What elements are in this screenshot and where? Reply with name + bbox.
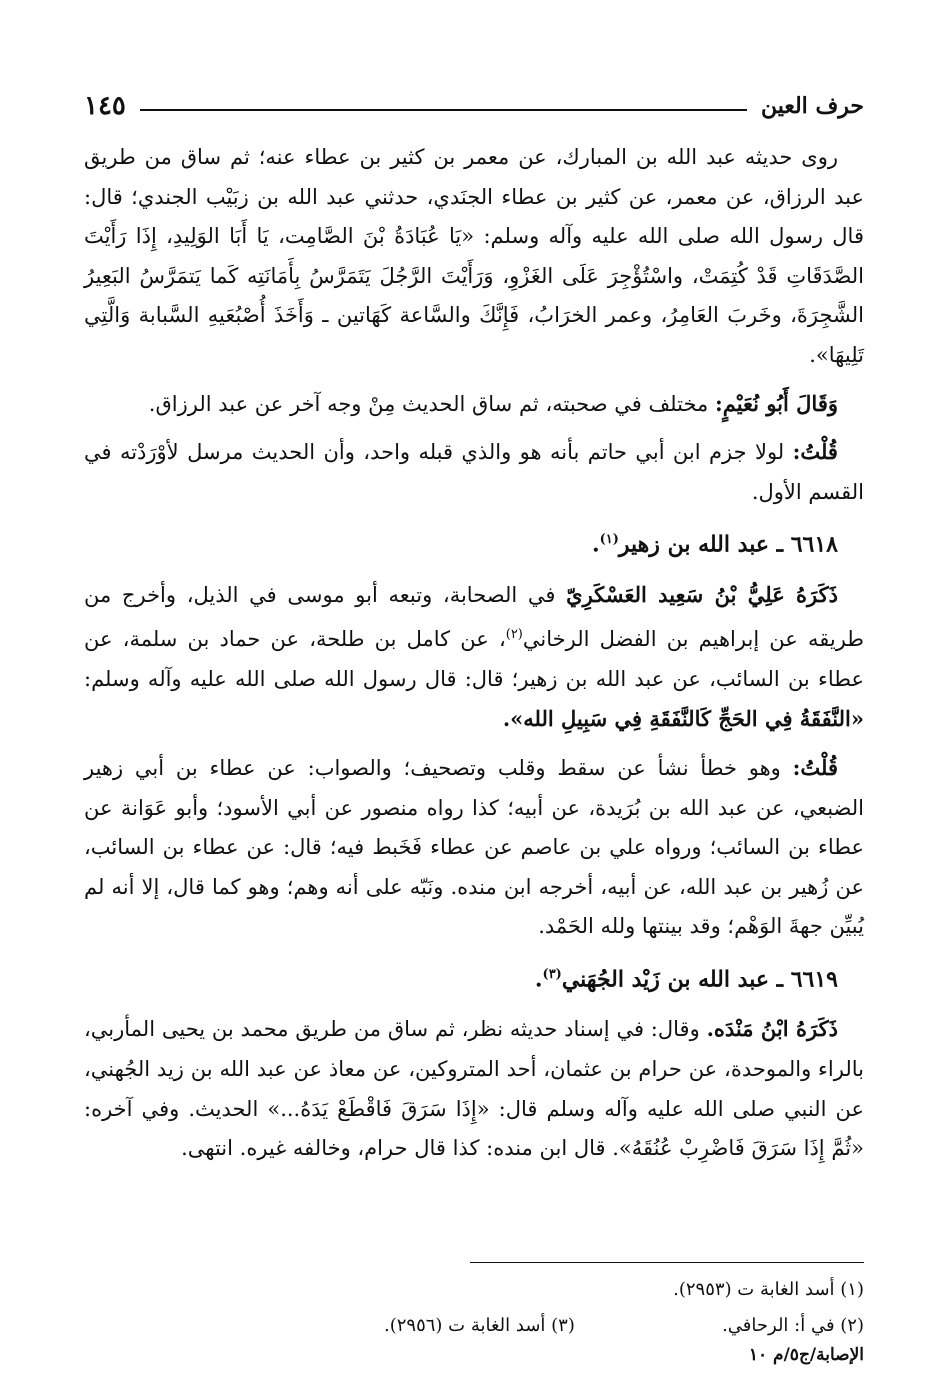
paragraph-2 (84, 384, 864, 425)
chapter-title: حرف العين (760, 93, 864, 119)
signature-mark: الإصابة/ج٥/م ١٠ (748, 1345, 864, 1365)
paragraph-6-lead: ذَكَرَهُ ابْنُ مَنْدَه. (706, 1016, 838, 1042)
footnote-row (84, 1308, 864, 1344)
entry-6619-title: ٦٦١٩ ـ عبد الله بن زَيْد الجُهَني (561, 966, 838, 993)
entry-6618-end: . (591, 531, 600, 558)
footnote-rule (470, 1262, 864, 1263)
paragraph-5-text: وهو خطأ نشأ عن سقط وقلب وتصحيف؛ والصواب: عن عطاء بن أبي زهير الضبعي، عن عبد الله بن بُرَيدة، عن أبيه؛ كذا رواه منصور عن أبي الأسود؛ وأبو عَوَانة عن عطاء بن السائب؛ ورواه علي بن عاصم عن عطاء فَخَبط فيه؛ قال: عن عطاء بن السائب، عن زُهير بن عبد الله، عن أبيه، أخرجه ابن منده. ونَبّه على أنه وهم؛ وهو كما قال، إلا أنه لم يُبيِّن جهةَ الوَهْم؛ وقد بينتها ولله الحَمْد. (84, 756, 864, 939)
paragraph-5 (84, 748, 864, 947)
paragraph-4-lead: ذَكَرَهُ عَلِيُّ بْنُ سَعِيد العَسْكَرِيّ (566, 581, 838, 607)
paragraph-4-note-ref: (٢) (505, 627, 523, 643)
paragraph-2-lead: وَقَالَ أَبُو نُعَيْمٍ: (714, 390, 838, 416)
entry-heading-6618 (84, 520, 838, 564)
paragraph-3-text: لولا جزم ابن أبي حاتم بأنه هو والذي قبله واحد، وأن الحديث مرسل لأوْرَدْته في القسم الأول. (84, 440, 864, 504)
footnote-2: (٢) في أ: الرحافي. (722, 1315, 864, 1336)
main-text (84, 138, 864, 1177)
paragraph-6 (84, 1009, 864, 1168)
paragraph-2-text: مختلف في صحبته، ثم ساق الحديث مِنْ وجه آخر عن عبد الرزاق. (148, 391, 709, 416)
running-header (84, 88, 864, 124)
footnotes (84, 1272, 864, 1344)
entry-heading-6619 (84, 955, 838, 999)
page-number: ١٤٥ (84, 91, 126, 121)
header-rule (140, 109, 747, 111)
footnote-1: (١) أسد الغابة ت (٢٩٥٣). (673, 1279, 864, 1300)
entry-6618-title: ٦٦١٨ ـ عبد الله بن زهير (618, 531, 838, 558)
entry-6618-note-ref: (١) (599, 532, 619, 548)
paragraph-6-text: وقال: في إسناد حديثه نظر، ثم ساق من طريق محمد بن يحيى المأربي، بالراء والموحدة، عن حرام بن عثمان، أحد المتروكين، عن معاذ عن عبد الله بن زيد الجُهني، عن النبي صلى الله عليه وآله وسلم قال: «إِذَا سَرَقَ فَاقْطَعْ يَدَهُ...» الحديث. وفي آخره: «ثُمَّ إِذَا سَرَقَ فَاضْرِبْ عُنُقَهُ». قال ابن منده: كذا قال حرام، وخالفه غيره. انتهى. (84, 1017, 864, 1161)
paragraph-1: روى حديثه عبد الله بن المبارك، عن معمر بن كثير بن عطاء عنه؛ ثم ساق من طريق عبد الرزاق، عن معمر، عن كثير بن عطاء الجنَدي، حدثني عبد الله بن زبَيْب الجندي؛ قال: قال رسول الله صلى الله عليه وآله وسلم: «يَا عُبَادَةُ بْنَ الصَّامِت، يَا أَبَا الوَلِيدِ، إِذَا رَأَيْتَ الصَّدَقَاتِ قَدْ كُتِمَتْ، واسْتُؤْجِرَ عَلَى الغَزْوِ، وَرَأَيْتَ الرَّجُلَ يَتَمَرَّسُ بِأَمَانَتِه كَما يَتمَرَّسُ البَعِيرُ الشَّجِرَةَ، وخَربَ العَامِرُ، وعمر الخرَابُ، فَإِنَّكَ والسَّاعة كَهَاتين ـ وَأَخَذَ أُصْبُعَيهِ السَّبابة وَالَّتِي تَلِيهَا». (84, 145, 864, 367)
paragraph-5-lead: قُلْتُ: (792, 755, 838, 781)
paragraph-3-lead: قُلْتُ: (792, 439, 838, 465)
entry-6619-note-ref: (٣) (542, 967, 562, 983)
paragraph-4 (84, 575, 864, 740)
paragraph-3 (84, 432, 864, 512)
entry-6619-end: . (534, 966, 543, 993)
paragraph-4-text-a: في الصحابة، وتبعه أبو موسى في الذيل، وأخرج من طريقه عن إبراهيم بن الفضل الرخاني (84, 582, 864, 652)
paragraph-4-quote: «النَّفَقَةُ فِي الحَجِّ كَالنَّفَقَةِ فِي سَبِيلِ الله». (502, 706, 864, 732)
footnote-row (84, 1272, 864, 1308)
paragraph-4-text-b: ، عن كامل بن طلحة، عن حماد بن سلمة، عن عطاء بن السائب، عن عبد الله بن زهير؛ قال: قال رسول الله صلى الله عليه وآله وسلم: (84, 627, 864, 691)
footnote-3: (٣) أسد الغابة ت (٢٩٥٦). (384, 1315, 575, 1336)
